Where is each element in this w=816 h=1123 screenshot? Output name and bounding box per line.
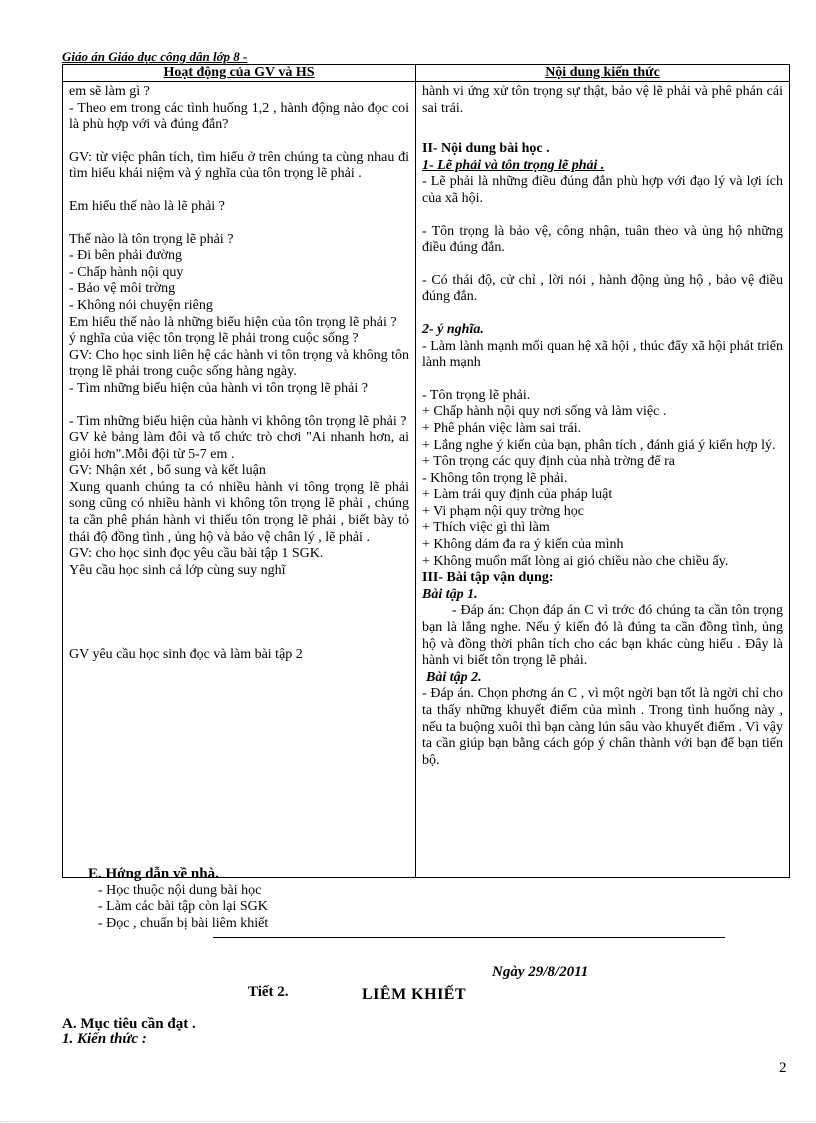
content-text: + Vi phạm nội quy trờng học [422, 503, 584, 519]
content-text: + Phê phán việc làm sai trái. [422, 420, 582, 436]
activity-text: Thế nào là tôn trọng lẽ phải ? [69, 231, 234, 247]
activity-text: GV yêu cầu học sinh đọc và làm bài tập 2 [69, 647, 303, 663]
document-header: Giáo án Giáo dục công dân lớp 8 - [62, 49, 248, 64]
content-text: - Đáp án: Chọn đáp án C vì trớc đó chúng ta cần tôn trọng bạn là lắng nghe. Nếu ý kiến đó là đúng ta cần đồng tình, ủng hộ và đồng thời phân tích cho các bạn khác cùng hiểu . Đây là hành vi biết tôn trọng lẽ phải. [422, 603, 783, 669]
objectives-heading: A. Mục tiêu cần đạt . [62, 1016, 196, 1032]
homework-item: - Đọc , chuẩn bị bài liêm khiết [98, 915, 269, 931]
lesson-number: Tiết 2. [248, 984, 289, 1000]
activity-text: GV kẻ bảng làm đôi và tổ chức trò chơi "Ai nhanh hơn, ai giỏi hơn".Mỗi đội từ 5-7 em . [69, 430, 409, 462]
homework-title: E. Hớng dẫn về nhà. [88, 866, 219, 882]
subsection-heading: 2- ý nghĩa. [422, 321, 484, 337]
section-heading: III- Bài tập vận dụng: [422, 570, 554, 586]
subsection-heading: 1- Lẽ phải và tôn trọng lẽ phải . [422, 157, 605, 173]
activity-text: Yêu cầu học sinh cả lớp cùng suy nghĩ [69, 562, 286, 578]
content-text: - Làm lành mạnh mối quan hệ xã hội , thúc đẩy xã hội phát triển lành mạnh [422, 338, 783, 371]
activity-text: - Tìm những biểu hiện của hành vi không tôn trọng lẽ phải ? [69, 413, 407, 429]
homework-section [88, 866, 268, 932]
activity-text: - Chấp hành nội quy [69, 264, 184, 280]
activity-text: Em hiểu thế nào là lẽ phải ? [69, 198, 225, 214]
activity-text: - Theo em trong các tình huống 1,2 , hành động nào đọc coi là phù hợp với và đúng đắn? [69, 100, 409, 133]
activity-text: - Đi bên phải đường [69, 248, 182, 264]
knowledge-heading: 1. Kiến thức : [62, 1031, 147, 1047]
divider [213, 937, 725, 938]
activity-text: GV: cho học sinh đọc yêu cầu bài tập 1 SGK. [69, 546, 324, 562]
activity-text: Xung quanh chúng ta có nhiều hành vi tông trọng lẽ phải song cũng có nhiều hành vi không tôn trọng lẽ phải , chúng ta cần phê phán hành vi thiếu tôn trọng lẽ phải , biết bày tỏ thái độ đồng tình , ủng hộ và bảo vệ chân lý , lẽ phải . [69, 479, 409, 545]
page-edge [0, 1121, 816, 1122]
lesson-title: LIÊM KHIẾT [362, 986, 467, 1003]
content-text: hành vi ứng xử tôn trọng sự thật, bảo vệ lẽ phải và phê phán cái sai trái. [422, 84, 783, 116]
activity-text: GV: Cho học sinh liên hệ các hành vi tôn trọng và không tôn trọng lẽ phải trong cuộc sống hàng ngày. [69, 347, 409, 380]
content-text: - Lẽ phải là những điều đúng đắn phù hợp với đạo lý và lợi ích của xã hội. [422, 174, 783, 206]
column-header-content: Nội dung kiến thức [416, 65, 790, 82]
exercise-heading: Bài tập 2. [426, 669, 482, 685]
activity-text: - Không nói chuyện riêng [69, 297, 213, 313]
homework-item: - Làm các bài tập còn lại SGK [98, 899, 268, 915]
page-number: 2 [779, 1060, 787, 1076]
activity-text: GV: từ việc phân tích, tìm hiểu ở trên chúng ta cùng nhau đi tìm hiểu khái niệm và ý nghĩa của tôn trọng lẽ phải . [69, 149, 409, 182]
content-text: - Có thái độ, cử chỉ , lời nói , hành động ủng hộ , bảo vệ điều đúng đắn. [422, 272, 783, 305]
activity-text: em sẽ làm gì ? [69, 84, 150, 99]
content-text: + Lắng nghe ý kiến của bạn, phân tích , đánh giá ý kiến hợp lý. [422, 437, 776, 453]
content-text: + Tôn trọng các quy định của nhà trờng để ra [422, 454, 675, 470]
exercise-heading: Bài tập 1. [422, 586, 478, 602]
content-text: - Không tôn trọng lẽ phải. [422, 470, 568, 486]
activities-cell [63, 82, 416, 878]
content-text: + Không dám đa ra ý kiến của mình [422, 537, 624, 553]
activity-text: ý nghĩa của việc tôn trọng lẽ phải trong cuộc sống ? [69, 331, 359, 347]
lesson-date: Ngày 29/8/2011 [492, 964, 589, 980]
content-text: + Không muốn mất lòng ai gió chiều nào che chiều ấy. [422, 553, 729, 569]
activity-text: Em hiểu thế nào là những biểu hiện của tôn trọng lẽ phải ? [69, 314, 397, 330]
content-cell [416, 82, 790, 878]
content-text: + Chấp hành nội quy nơi sống và làm việc . [422, 404, 667, 420]
activity-text: - Tìm những biểu hiện của hành vi tôn trọng lẽ phải ? [69, 380, 368, 396]
content-text: - Tôn trọng lẽ phải. [422, 387, 531, 403]
activity-text: GV: Nhận xét , bổ sung và kết luận [69, 463, 266, 479]
lesson-table [62, 64, 790, 878]
column-header-activities: Hoạt động của GV và HS [63, 65, 416, 82]
activity-text: - Bảo vệ môi trờng [69, 281, 176, 297]
homework-item: - Học thuộc nội dung bài học [98, 882, 262, 898]
section-heading: II- Nội dung bài học . [422, 141, 550, 157]
content-text: - Tôn trọng là bảo vệ, công nhận, tuân theo và ủng hộ những điều đúng đắn. [422, 223, 783, 256]
content-text: + Thích việc gì thì làm [422, 520, 550, 536]
content-text: - Đáp án. Chọn phơng án C , vì một ngời bạn tốt là ngời chỉ cho ta thấy những khuyết điểm của mình . Trong tình huống này , nếu ta buộng xuôi thì bạn càng lún sâu vào khuyết điểm . Vì vậy ta cần giúp bạn bằng cách góp ý chân thành với bạn để bạn tiến bộ. [422, 686, 783, 768]
content-text: + Làm trái quy định của pháp luật [422, 487, 613, 503]
